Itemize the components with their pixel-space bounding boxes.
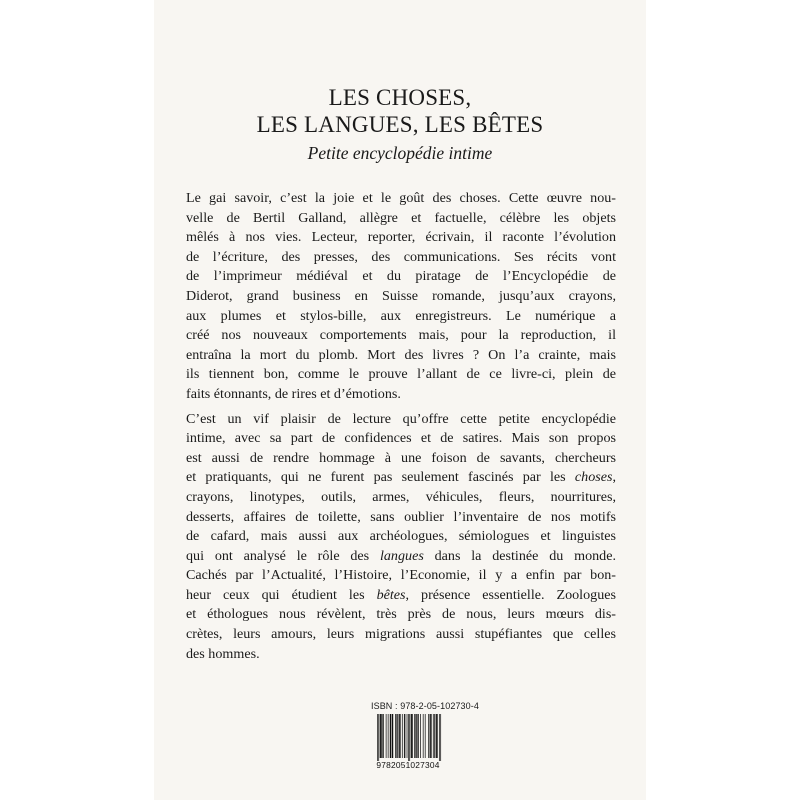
blurb-line bbox=[186, 527, 616, 547]
barcode-bar bbox=[378, 714, 379, 761]
barcode-bar bbox=[402, 714, 403, 758]
barcode-bar bbox=[418, 714, 419, 758]
italic-word: langues bbox=[379, 547, 424, 564]
blurb-line: mêlés à nos vies. Lecteur, reporter, écrivain, il raconte l’évolution bbox=[186, 229, 616, 246]
blurb-line: Le gai savoir, c’est la joie et le goût des choses. Cette œuvre nou- bbox=[186, 190, 616, 206]
barcode-bar bbox=[411, 714, 412, 758]
barcode-bar bbox=[415, 714, 416, 758]
blurb-line bbox=[186, 410, 616, 430]
barcode-bar bbox=[400, 714, 401, 758]
barcode-bar bbox=[381, 714, 382, 758]
italic-word: choses bbox=[574, 469, 613, 486]
blurb-line bbox=[186, 645, 616, 665]
blurb-line: créé nos nouveaux comportements mais, pour la reproduction, il bbox=[186, 327, 616, 344]
blurb-line: velle de Bertil Galland, allègre et factuelle, célèbre les objets bbox=[186, 209, 616, 226]
italic-word: bêtes bbox=[376, 586, 406, 603]
barcode-number: 9782051027304 bbox=[376, 760, 440, 770]
blurb-line bbox=[186, 508, 616, 528]
barcode-bar bbox=[430, 714, 431, 758]
barcode-bar bbox=[405, 714, 406, 758]
barcode-bar bbox=[433, 714, 434, 758]
blurb-line: aux plumes et stylos-bille, aux enregistreurs. Le numérique a bbox=[186, 307, 616, 324]
text-run: intime, avec sa part de confidences et de satires. Mais son propos bbox=[186, 430, 616, 447]
text-run: dans la destinée du monde. bbox=[423, 547, 616, 564]
blurb-line: de l’écriture, des presses, des communications. Ses récits vont bbox=[186, 248, 616, 265]
text-run: , présence essentielle. Zoologues bbox=[405, 586, 616, 603]
blurb-line bbox=[186, 468, 616, 488]
barcode-bar bbox=[409, 714, 410, 761]
barcode-bar bbox=[439, 714, 440, 761]
barcode-bar bbox=[396, 714, 397, 758]
barcode-bar bbox=[423, 714, 424, 758]
blurb-line bbox=[186, 605, 616, 625]
barcode-bar bbox=[420, 714, 421, 758]
barcode-bar bbox=[434, 714, 435, 758]
barcode-bar bbox=[399, 714, 400, 758]
blurb-line: de l’imprimeur médiéval et du piratage de l’Encyclopédie de bbox=[186, 268, 616, 285]
title-line-1: LES CHOSES, bbox=[328, 85, 472, 110]
blurb-line bbox=[186, 449, 616, 469]
blurb-line bbox=[186, 586, 616, 606]
blurb-line: ils tiennent bon, comme le prouve l’allant de ce livre-ci, plein de bbox=[186, 366, 616, 383]
barcode-bar bbox=[431, 714, 432, 758]
blurb-line: entraîna la mort du plomb. Mort des livres ? On l’a crainte, mais bbox=[186, 346, 616, 363]
text-run: crètes, leurs amours, leurs migrations aussi stupéfiantes que celles bbox=[186, 626, 616, 643]
barcode-bar bbox=[436, 714, 437, 758]
barcode-bar bbox=[397, 714, 398, 758]
barcode-bar bbox=[390, 714, 391, 758]
blurb-line bbox=[186, 547, 616, 567]
text-run: , bbox=[612, 469, 616, 486]
book-title bbox=[154, 84, 646, 138]
blurb-line bbox=[186, 625, 616, 645]
barcode-bar bbox=[390, 714, 391, 758]
blurb-line bbox=[186, 429, 616, 449]
blurb-text bbox=[186, 189, 616, 664]
text-run: C’est un vif plaisir de lecture qu’offre cette petite encyclopédie bbox=[186, 410, 616, 427]
text-run: des hommes. bbox=[186, 645, 260, 662]
barcode-icon bbox=[371, 714, 445, 770]
text-run: heur ceux qui étudient les bbox=[186, 586, 377, 603]
isbn-label: ISBN : 978-2-05-102730-4 bbox=[371, 701, 479, 711]
text-run: et éthologues nous révèlent, très près de nous, leurs mœurs dis- bbox=[186, 606, 616, 623]
text-run: est aussi de rendre hommage à une foison de savants, chercheurs bbox=[186, 449, 616, 466]
barcode-bar bbox=[404, 714, 405, 758]
barcode-bar bbox=[395, 714, 396, 758]
barcode-bar bbox=[437, 714, 438, 758]
barcode-bar bbox=[407, 714, 408, 758]
text-run: de cafard, mais aussi aux archéologues, sémiologues et linguistes bbox=[186, 528, 616, 545]
barcode-bar bbox=[440, 714, 441, 761]
barcode-bar bbox=[408, 714, 409, 761]
text-run: crayons, linotypes, outils, armes, véhicules, fleurs, nourritures, bbox=[186, 488, 616, 505]
text-run: et pratiquants, qui ne furent pas seulement fascinés par les bbox=[186, 469, 575, 486]
blurb-paragraph-2 bbox=[186, 410, 616, 665]
barcode-bar bbox=[392, 714, 393, 758]
barcode-bar bbox=[388, 714, 389, 758]
barcode-bar bbox=[428, 714, 429, 758]
barcode-bar bbox=[414, 714, 415, 758]
blurb-paragraph-1 bbox=[186, 189, 616, 405]
barcode-bar bbox=[411, 714, 412, 758]
book-subtitle: Petite encyclopédie intime bbox=[307, 143, 493, 163]
title-line-2: LES LANGUES, LES BÊTES bbox=[256, 112, 544, 137]
barcode-bar bbox=[380, 714, 381, 758]
barcode-bar bbox=[380, 714, 381, 758]
barcode-bar bbox=[430, 714, 431, 758]
barcode-bar bbox=[412, 714, 413, 758]
barcode-bar bbox=[425, 714, 426, 758]
barcode-bar bbox=[383, 714, 384, 758]
blurb-line: faits étonnants, de rires et d’émotions. bbox=[186, 385, 401, 402]
barcode-bar bbox=[382, 714, 383, 758]
barcode-bar bbox=[416, 714, 417, 758]
barcode-bar bbox=[436, 714, 437, 758]
barcode-bar bbox=[377, 714, 378, 761]
text-run: desserts, affaires de toilette, sans oublier l’inventaire de nos motifs bbox=[186, 508, 616, 525]
barcode-bar bbox=[417, 714, 418, 758]
blurb-line bbox=[186, 566, 616, 586]
blurb-line: Diderot, grand business en Suisse romande, jusqu’aux crayons, bbox=[186, 287, 616, 304]
text-run: qui ont analysé le rôle des bbox=[186, 547, 380, 564]
blurb-line bbox=[186, 488, 616, 508]
barcode-bar bbox=[392, 714, 393, 758]
barcode-bar bbox=[399, 714, 400, 758]
barcode-bar bbox=[386, 714, 387, 758]
text-run: Cachés par l’Actualité, l’Histoire, l’Economie, il y a enfin par bon- bbox=[186, 567, 616, 584]
